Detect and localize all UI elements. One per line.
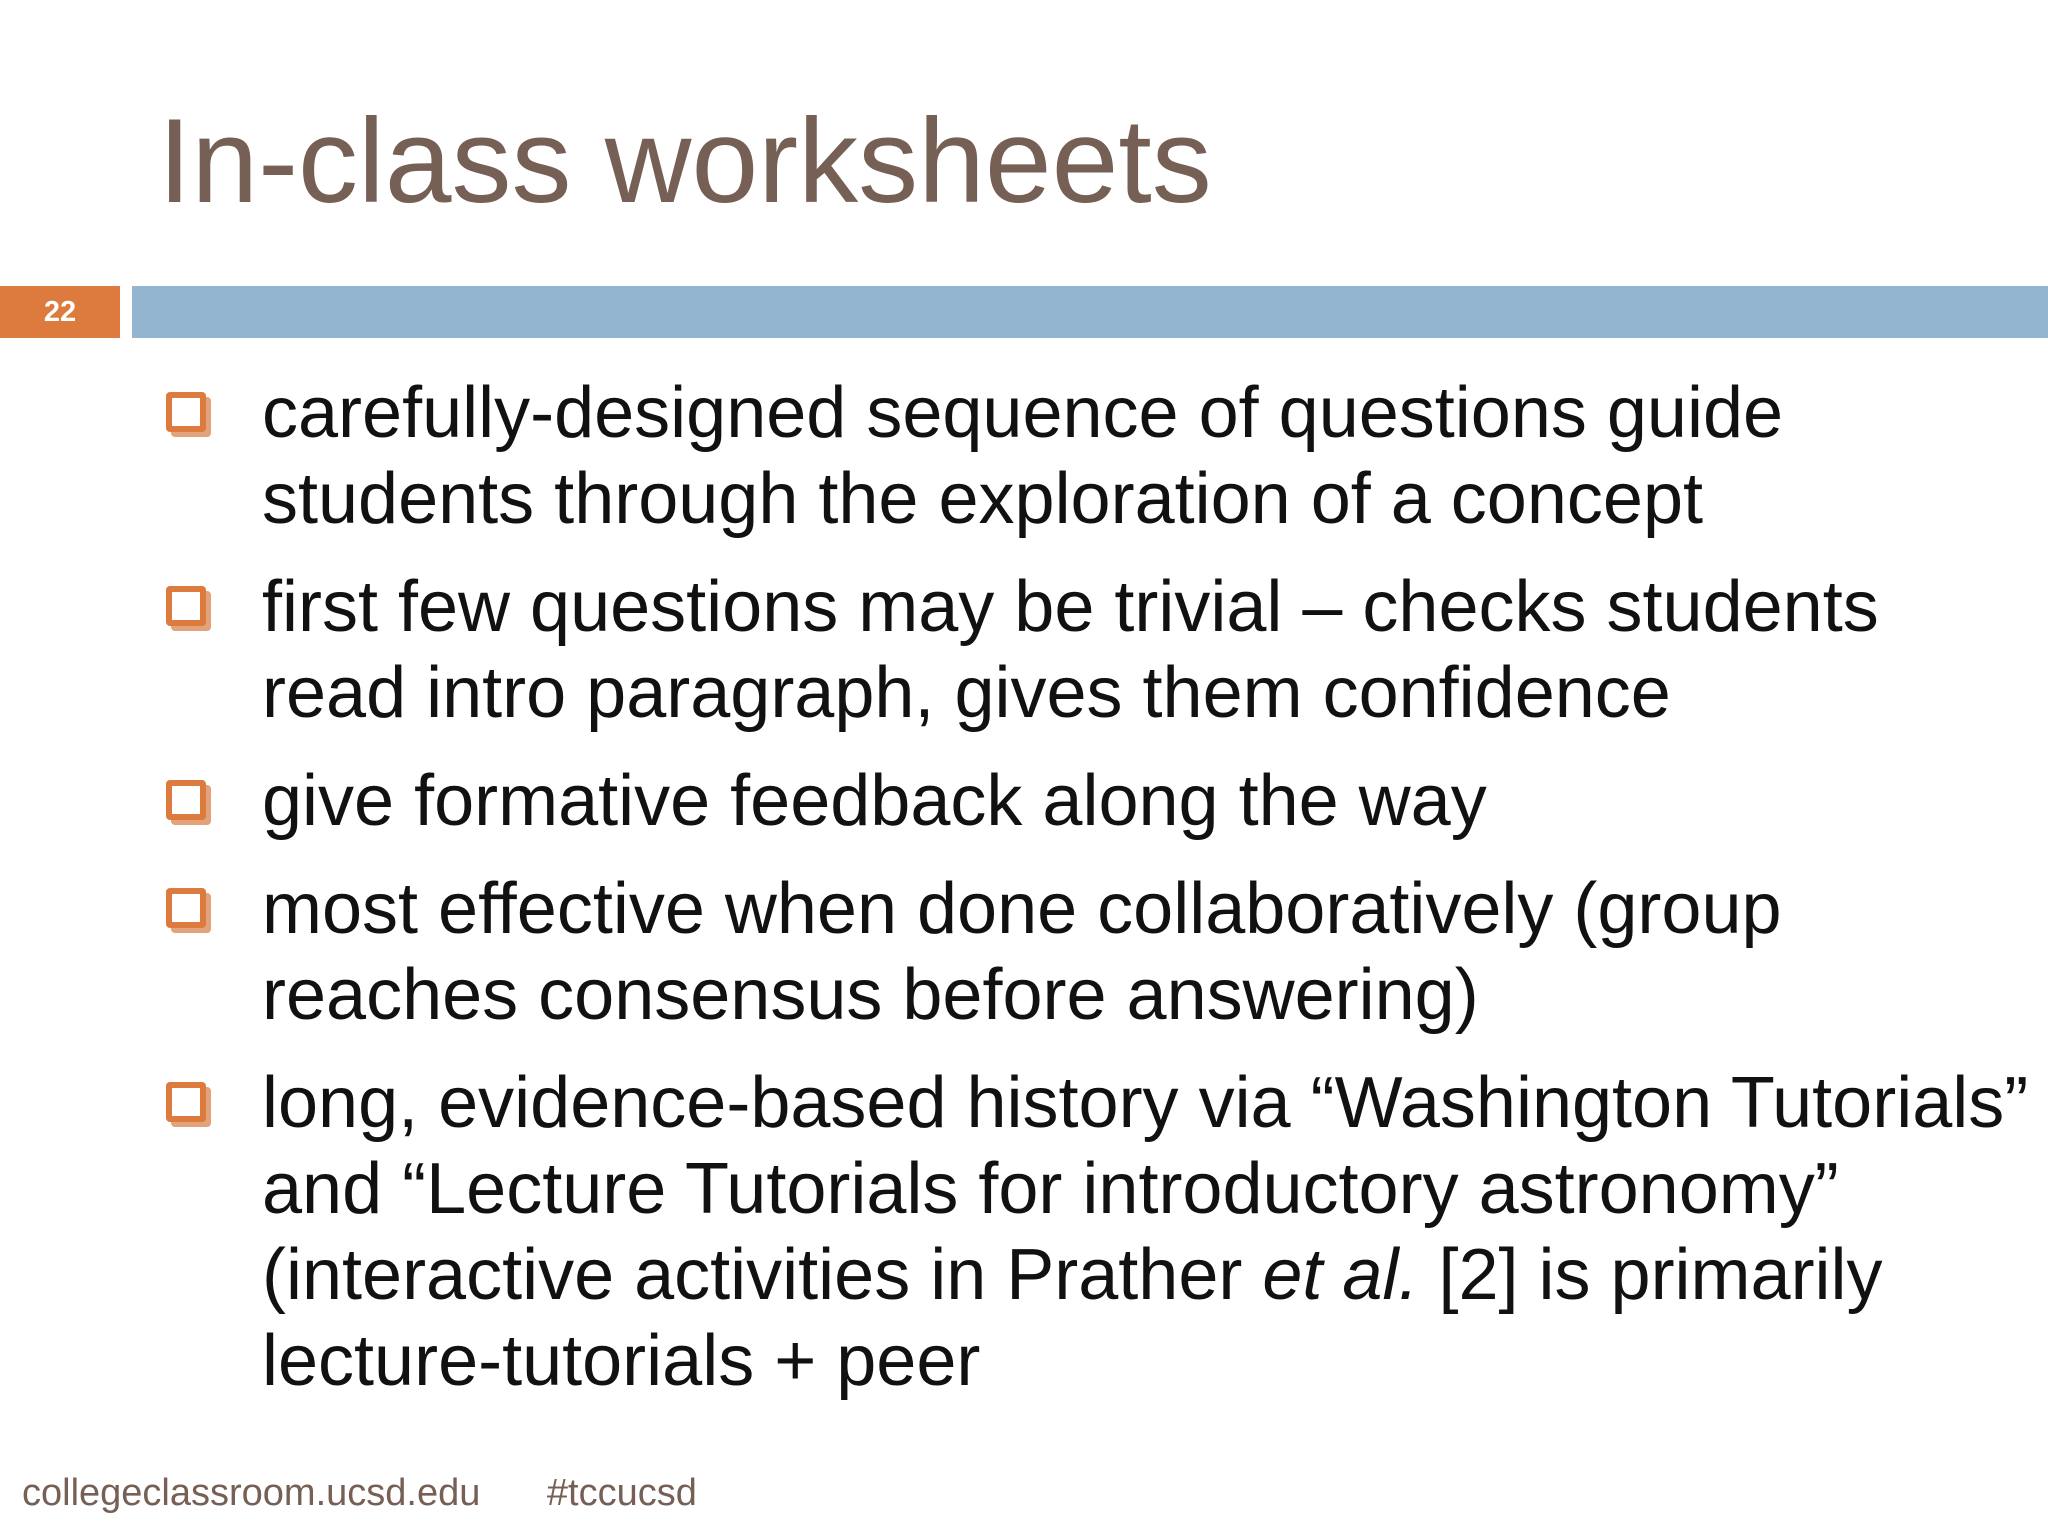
footer-website: collegeclassroom.ucsd.edu bbox=[22, 1472, 481, 1514]
bullet-text: most effective when done collaboratively (group reaches consensus before answering) bbox=[262, 869, 1782, 1035]
bullet-text-part: [2] is primarily lecture-tutorials + peer bbox=[262, 1235, 1883, 1401]
checkbox-icon bbox=[166, 888, 206, 928]
bullet-list bbox=[162, 370, 2032, 1426]
checkbox-icon bbox=[166, 586, 206, 626]
bullet-text: give formative feedback along the way bbox=[262, 761, 1487, 841]
checkbox-icon bbox=[166, 780, 206, 820]
bullet-item bbox=[162, 1060, 2032, 1404]
bullet-text: carefully-designed sequence of questions guide students through the exploration of a concept bbox=[262, 373, 1784, 539]
footer bbox=[22, 1472, 697, 1515]
slide-number-badge: 22 bbox=[0, 286, 120, 338]
bullet-text: first few questions may be trivial – checks students read intro paragraph, gives them confidence bbox=[262, 567, 1879, 733]
bullet-item bbox=[162, 370, 2032, 542]
bullet-item bbox=[162, 866, 2032, 1038]
bullet-text-italic: et al. bbox=[1262, 1235, 1419, 1315]
checkbox-icon bbox=[166, 1082, 206, 1122]
footer-hashtag: #tccucsd bbox=[546, 1472, 697, 1514]
slide-title: In-class worksheets bbox=[158, 94, 1212, 228]
title-divider-bar bbox=[132, 286, 2048, 338]
bullet-item bbox=[162, 564, 2032, 736]
bullet-item bbox=[162, 758, 2032, 844]
checkbox-icon bbox=[166, 392, 206, 432]
bullet-text-part: long, evidence-based history via “Washington Tutorials” and “Lecture Tutorials for introductory astronomy” (interactive activities in Prather bbox=[262, 1063, 2029, 1315]
